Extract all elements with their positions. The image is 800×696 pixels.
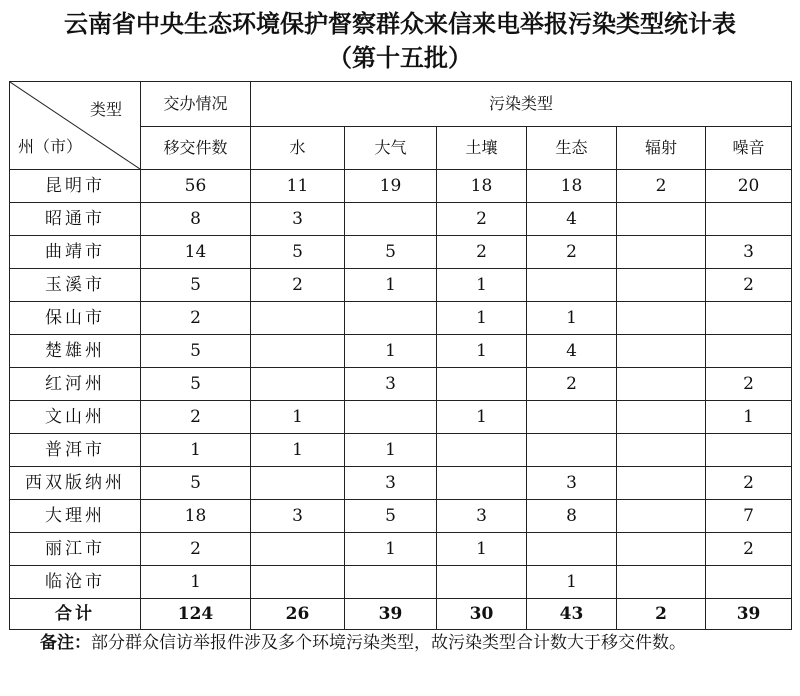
noise-cell: 20 [706,170,792,203]
radiation-cell [617,533,706,566]
transfer-count-cell: 18 [141,500,251,533]
ecology-cell: 4 [527,335,617,368]
soil-cell: 2 [437,236,527,269]
ecology-cell: 8 [527,500,617,533]
soil-cell: 1 [437,533,527,566]
report-title: 云南省中央生态环境保护督察群众来信来电举报污染类型统计表 [64,9,736,38]
type-header-soil: 土壤 [437,127,527,170]
transfer-count-cell: 124 [141,599,251,630]
city-name-cell: 昆明市 [10,170,141,203]
water-cell: 11 [251,170,345,203]
noise-cell: 2 [706,467,792,500]
ecology-cell [527,533,617,566]
soil-cell: 18 [437,170,527,203]
noise-cell [706,302,792,335]
city-name-cell: 西双版纳州 [10,467,141,500]
table-row [10,269,792,302]
ecology-cell [527,269,617,302]
soil-cell [437,566,527,599]
air-cell [345,566,437,599]
table-row [10,170,792,203]
transfer-count-cell: 8 [141,203,251,236]
transfer-count-cell: 2 [141,533,251,566]
transfer-count-cell: 5 [141,269,251,302]
water-cell: 3 [251,203,345,236]
soil-cell: 1 [437,401,527,434]
city-name-cell: 玉溪市 [10,269,141,302]
type-header-water: 水 [251,127,345,170]
radiation-cell [617,401,706,434]
noise-cell: 3 [706,236,792,269]
radiation-cell [617,302,706,335]
transfer-count-cell: 5 [141,368,251,401]
soil-cell: 30 [437,599,527,630]
water-cell: 5 [251,236,345,269]
city-name-cell: 保山市 [10,302,141,335]
city-name-cell: 楚雄州 [10,335,141,368]
air-cell: 1 [345,269,437,302]
water-cell [251,533,345,566]
ecology-cell: 2 [527,236,617,269]
noise-cell: 2 [706,269,792,302]
transfer-count-cell: 1 [141,434,251,467]
transfer-count-cell: 5 [141,467,251,500]
type-header-radiation: 辐射 [617,127,706,170]
city-name-cell: 曲靖市 [10,236,141,269]
ecology-cell: 43 [527,599,617,630]
type-header-ecology: 生态 [527,127,617,170]
radiation-cell [617,467,706,500]
water-cell [251,566,345,599]
water-cell: 2 [251,269,345,302]
noise-cell [706,335,792,368]
soil-cell: 3 [437,500,527,533]
footnote-text: 部分群众信访举报件涉及多个环境污染类型，故污染类型合计数大于移交件数。 [91,633,686,653]
radiation-cell [617,335,706,368]
ecology-cell: 1 [527,566,617,599]
type-header-air: 大气 [345,127,437,170]
air-cell: 1 [345,533,437,566]
transfer-count-cell: 5 [141,335,251,368]
total-row [10,599,792,630]
transfer-count-cell: 1 [141,566,251,599]
ecology-cell: 2 [527,368,617,401]
city-name-cell: 昭通市 [10,203,141,236]
transfer-group-header: 交办情况 [141,82,251,127]
radiation-cell [617,566,706,599]
table-row [10,236,792,269]
diagonal-header-cell [10,82,141,170]
soil-cell [437,434,527,467]
radiation-cell: 2 [617,170,706,203]
soil-cell: 1 [437,335,527,368]
radiation-cell [617,203,706,236]
soil-cell: 1 [437,269,527,302]
diag-type-label: 类型 [89,100,122,119]
air-cell: 3 [345,368,437,401]
ecology-cell [527,434,617,467]
ecology-cell: 3 [527,467,617,500]
table-row [10,401,792,434]
city-name-cell: 丽江市 [10,533,141,566]
city-name-cell: 普洱市 [10,434,141,467]
air-cell: 1 [345,335,437,368]
noise-cell [706,203,792,236]
table-row [10,533,792,566]
ecology-cell: 1 [527,302,617,335]
transfer-count-cell: 14 [141,236,251,269]
water-cell [251,368,345,401]
city-name-cell: 文山州 [10,401,141,434]
table-row [10,335,792,368]
water-cell: 1 [251,434,345,467]
city-name-cell: 大理州 [10,500,141,533]
table-row [10,368,792,401]
water-cell: 26 [251,599,345,630]
soil-cell: 1 [437,302,527,335]
ecology-cell: 4 [527,203,617,236]
radiation-cell [617,500,706,533]
table-row [10,500,792,533]
radiation-cell [617,236,706,269]
transfer-count-cell: 2 [141,302,251,335]
noise-cell: 7 [706,500,792,533]
air-cell: 1 [345,434,437,467]
ecology-cell: 18 [527,170,617,203]
diag-city-label: 州（市） [18,137,83,156]
soil-cell [437,368,527,401]
air-cell [345,401,437,434]
air-cell: 39 [345,599,437,630]
report-batch: （第十五批） [328,43,472,72]
table-row [10,203,792,236]
water-cell [251,302,345,335]
radiation-cell: 2 [617,599,706,630]
air-cell: 3 [345,467,437,500]
transfer-count-cell: 2 [141,401,251,434]
air-cell [345,302,437,335]
ecology-cell [527,401,617,434]
noise-cell [706,566,792,599]
noise-cell: 2 [706,368,792,401]
noise-cell [706,434,792,467]
air-cell: 5 [345,500,437,533]
noise-cell: 2 [706,533,792,566]
footnote [22,630,792,656]
water-cell: 1 [251,401,345,434]
water-cell: 3 [251,500,345,533]
city-name-cell: 红河州 [10,368,141,401]
water-cell [251,335,345,368]
transfer-count-header: 移交件数 [141,127,251,170]
radiation-cell [617,368,706,401]
statistics-table [9,81,792,630]
air-cell: 5 [345,236,437,269]
soil-cell: 2 [437,203,527,236]
type-header-noise: 噪音 [706,127,792,170]
soil-cell [437,467,527,500]
noise-cell: 1 [706,401,792,434]
city-name-cell: 临沧市 [10,566,141,599]
table-row [10,434,792,467]
noise-cell: 39 [706,599,792,630]
radiation-cell [617,269,706,302]
water-cell [251,467,345,500]
radiation-cell [617,434,706,467]
pollution-group-header: 污染类型 [251,82,792,127]
total-label: 合计 [10,599,141,630]
air-cell: 19 [345,170,437,203]
table-row [10,566,792,599]
table-row [10,302,792,335]
air-cell [345,203,437,236]
footnote-label: 备注： [40,633,91,653]
table-row [10,467,792,500]
transfer-count-cell: 56 [141,170,251,203]
